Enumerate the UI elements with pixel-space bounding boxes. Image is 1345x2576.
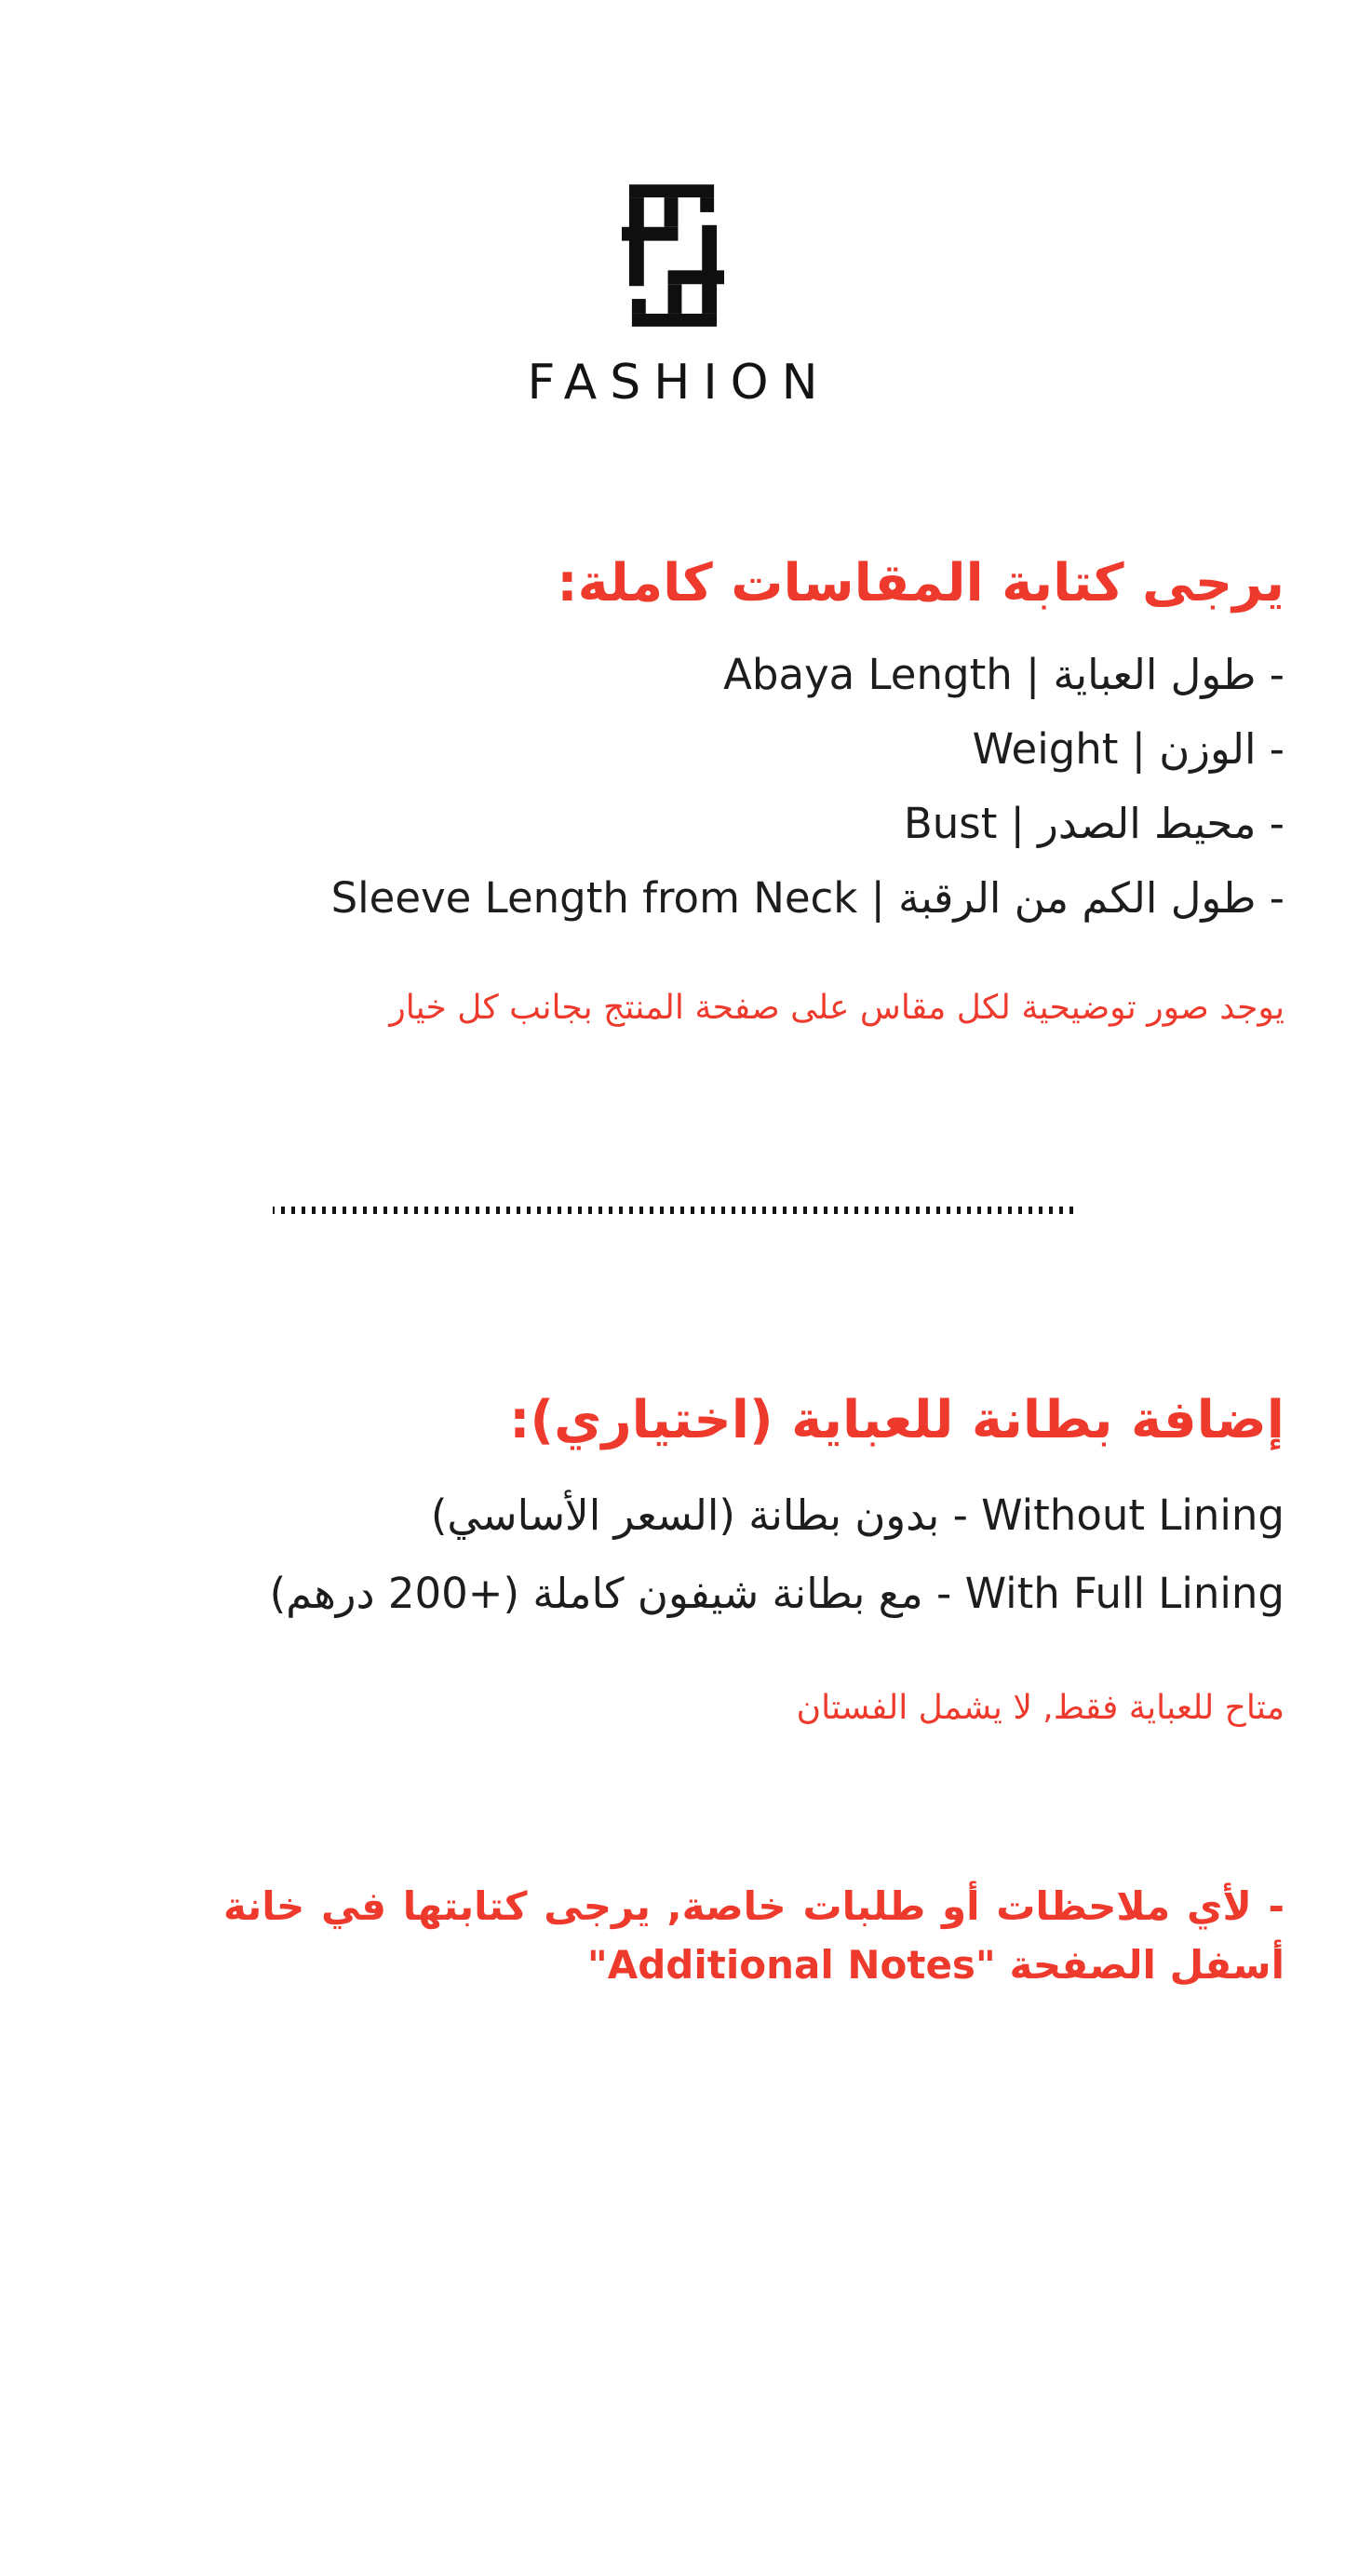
page: [0, 184, 1345, 2576]
content-column: [0, 184, 1345, 1994]
measurements-note: يوجد صور توضيحية لكل مقاس على صفحة المنتج بجانب كل خيار: [389, 989, 1284, 1027]
measurements-list: [61, 638, 1284, 936]
lining-option-without: Without Lining - بدون بطانة (السعر الأساسي): [430, 1490, 1284, 1540]
brand-block: [61, 184, 1284, 411]
measurements-heading: يرجى كتابة المقاسات كاملة:: [557, 553, 1284, 614]
measurement-item-bust: - محيط الصدر | Bust: [903, 799, 1284, 848]
lining-options: [61, 1477, 1284, 1633]
measurement-item-weight: - الوزن | Weight: [972, 724, 1284, 774]
lining-heading: إضافة بطانة للعباية (اختياري):: [509, 1390, 1284, 1450]
footer-note: [223, 1877, 1284, 1994]
footer-note-line1: - لأي ملاحظات أو طلبات خاصة, يرجى كتابتها في خانة: [223, 1883, 1284, 1929]
brand-wordmark: FASHION: [527, 355, 831, 411]
measurement-item-sleeve-length: - طول الكم من الرقبة | Sleeve Length from Neck: [330, 873, 1284, 923]
lining-note: متاح للعباية فقط, لا يشمل الفستان: [796, 1689, 1284, 1727]
lining-option-with-full: With Full Lining - مع بطانة شيفون كاملة (+200 درهم): [269, 1569, 1284, 1618]
dotted-separator: [273, 1207, 1073, 1214]
footer-note-line2: "Additional Notes" أسفل الصفحة: [586, 1942, 1284, 1988]
measurement-item-abaya-length: - طول العباية | Abaya Length: [723, 650, 1284, 699]
ff-monogram-icon: [622, 184, 724, 327]
